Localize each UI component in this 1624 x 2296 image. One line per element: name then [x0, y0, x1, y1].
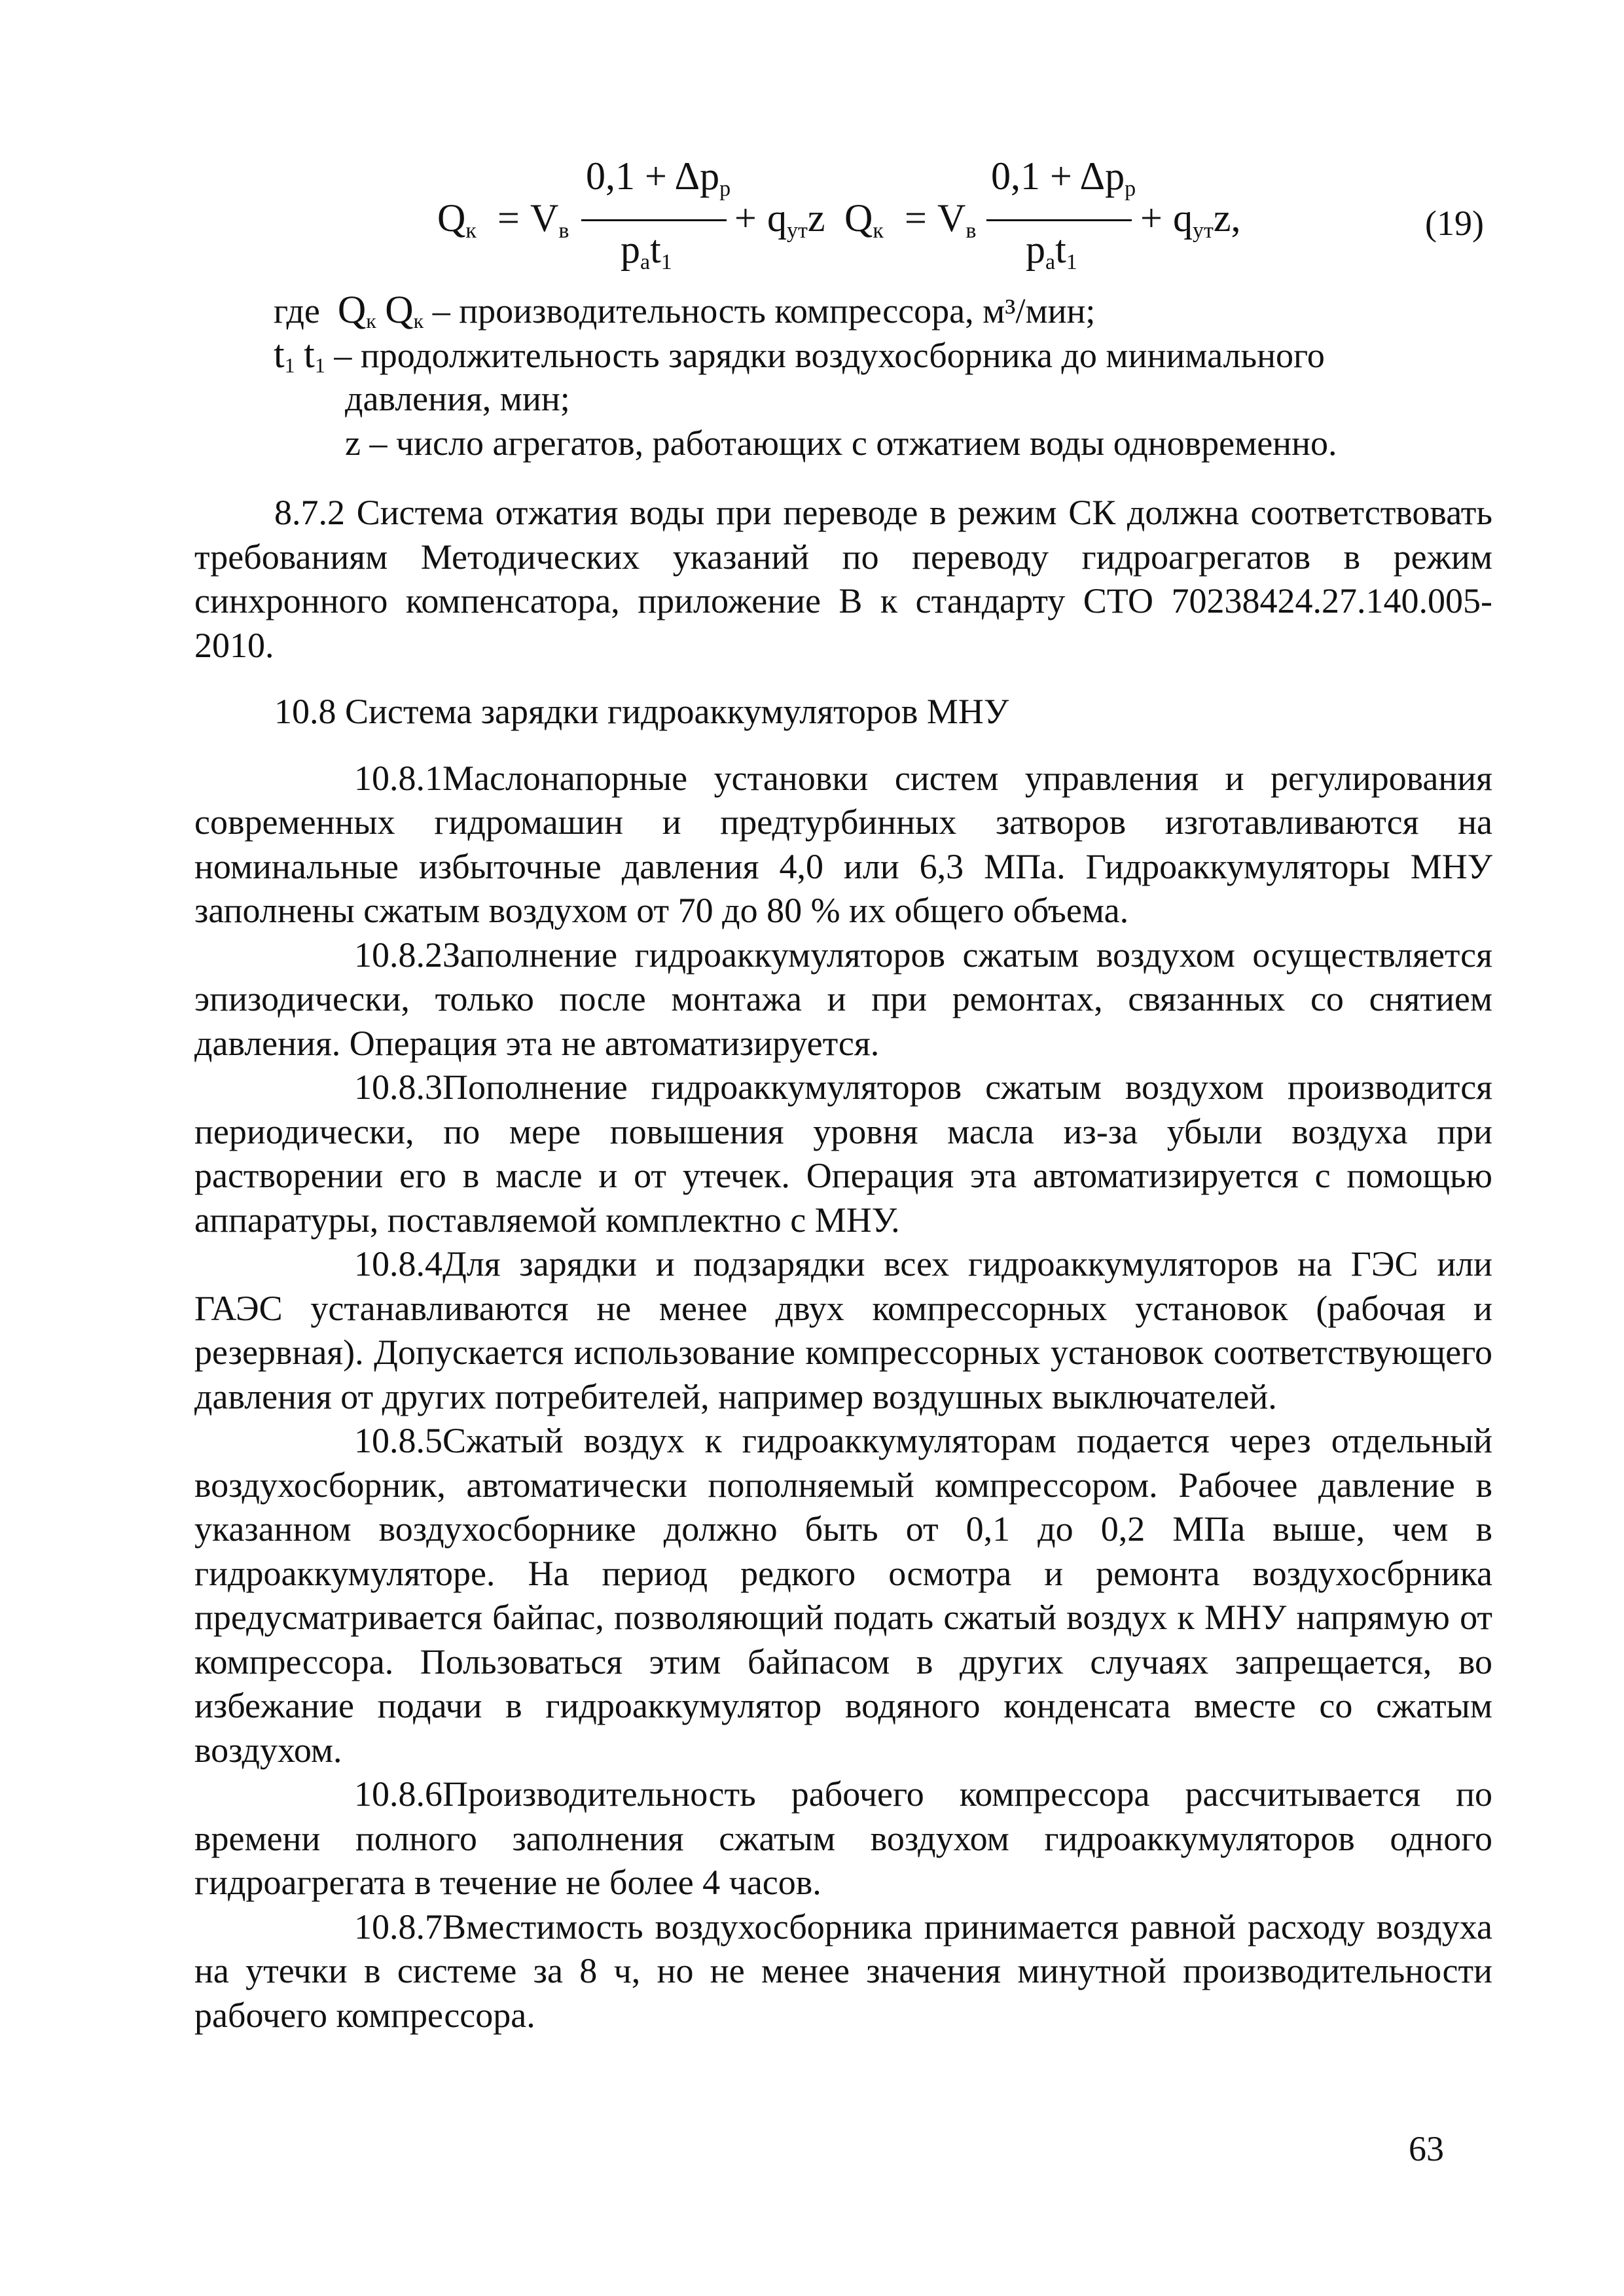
formula-eq-2: = [905, 196, 927, 240]
paragraph-10-8-6: 10.8.6Производительность рабочего компрессора рассчитывается по времени полного заполнения сжатым воздухом гидроаккумуляторов одного гидроагрегата в течение не более 4 часов. [194, 1774, 1492, 1902]
formula-v: $V_в$ [530, 196, 569, 243]
formula-fraction-line [581, 219, 727, 221]
paragraph-8-7-2: 8.7.2 Система отжатия воды при переводе в режим СК должна соответствовать требованиям Методических указаний по переводу гидроагрегатов в режим синхронного компенсатора, приложение В к стандарту СТО 70238424.27.140.005-2010. [194, 493, 1493, 665]
definition-z: z – число агрегатов, работающих с отжатием воды одновременно. [345, 423, 1337, 463]
definition-t-cont: давления, мин; [345, 379, 570, 418]
paragraph-10-8-4: 10.8.4Для зарядки и подзарядки всех гидроаккумуляторов на ГЭС или ГАЭС устанавливаются не менее двух компрессорных установок (рабочая и резервная). Допускается использование компрессорных установок соответствующего давления от других потребителей, например воздушных выключателей. [194, 1244, 1492, 1416]
body-text [194, 491, 1492, 2037]
formula-number: (19) [1425, 204, 1484, 243]
paragraph-10-8-7: 10.8.7Вместимость воздухосборника принимается равной расходу воздуха на утечки в системе за 8 ч, но не менее значения минутной производительности рабочего компрессора. [194, 1907, 1492, 2035]
formula-19 [0, 154, 1624, 291]
formula-numerator-2: $0,1 + \Delta p_р$ [991, 154, 1136, 201]
paragraph-10-8-3: 10.8.3Пополнение гидроаккумуляторов сжатым воздухом производится периодически, по мере повышения уровня масла из-за убыли воздуха при растворении его в масле и от утечек. Операция эта автоматизируется с помощью аппаратуры, поставляемой комплектно с МНУ. [194, 1067, 1492, 1240]
formula-qut-2: $q_{ут}z$, [1173, 196, 1241, 243]
paragraph-10-8-1: 10.8.1Маслонапорные установки систем управления и регулирования современных гидромашин и предтурбинных затворов изготавливаются на номинальные избыточные давления 4,0 или 6,3 МПа. Гидроаккумуляторы МНУ заполнены сжатым воздухом от 70 до 80 % их общего объема. [194, 758, 1492, 930]
paragraph-10-8-2: 10.8.2Заполнение гидроаккумуляторов сжатым воздухом осуществляется эпизодически, только после монтажа и при ремонтах, связанных со снятием давления. Операция эта не автоматизируется. [194, 935, 1492, 1063]
page-number: 63 [1409, 2129, 1444, 2168]
formula-plus-2: + [1140, 196, 1163, 240]
definition-q: где $Q_к$ $Q_к$ – производительность компрессора, м³/мин; [274, 288, 1096, 332]
formula-numerator: $0,1 + \Delta p_р$ [586, 154, 731, 201]
formula-plus: + [734, 196, 757, 240]
formula-qut: $q_{ут}z$ [767, 196, 825, 243]
section-heading-10-8: 10.8 Система зарядки гидроаккумуляторов МНУ [274, 692, 1009, 731]
formula-q-left-2: $Q_к$ [844, 196, 884, 243]
definition-t: $t_1$ $t_1$ – продолжительность зарядки воздухосборника до минимального [274, 332, 1325, 377]
formula-eq: = [497, 196, 520, 240]
formula-v-2: $V_в$ [937, 196, 977, 243]
formula-q-left: $Q_к$ [437, 196, 477, 243]
formula-denominator-2: $p_аt_1$ [1026, 228, 1077, 274]
formula-fraction-line-2 [986, 219, 1132, 221]
formula-denominator: $p_аt_1$ [621, 228, 672, 274]
paragraph-10-8-5: 10.8.5Сжатый воздух к гидроаккумуляторам подается через отдельный воздухосборник, автоматически пополняемый компрессором. Рабочее давление в указанном воздухосборнике должно быть от 0,1 до 0,2 МПа выше, чем в гидроаккумуляторе. На период редкого осмотра и ремонта воздухосбрника предусматривается байпас, позволяющий подать сжатый воздух к МНУ напрямую от компрессора. Пользоваться этим байпасом в других случаях запрещается, во избежание подачи в гидроаккумулятор водяного конденсата вместе со сжатым воздухом. [194, 1421, 1492, 1770]
